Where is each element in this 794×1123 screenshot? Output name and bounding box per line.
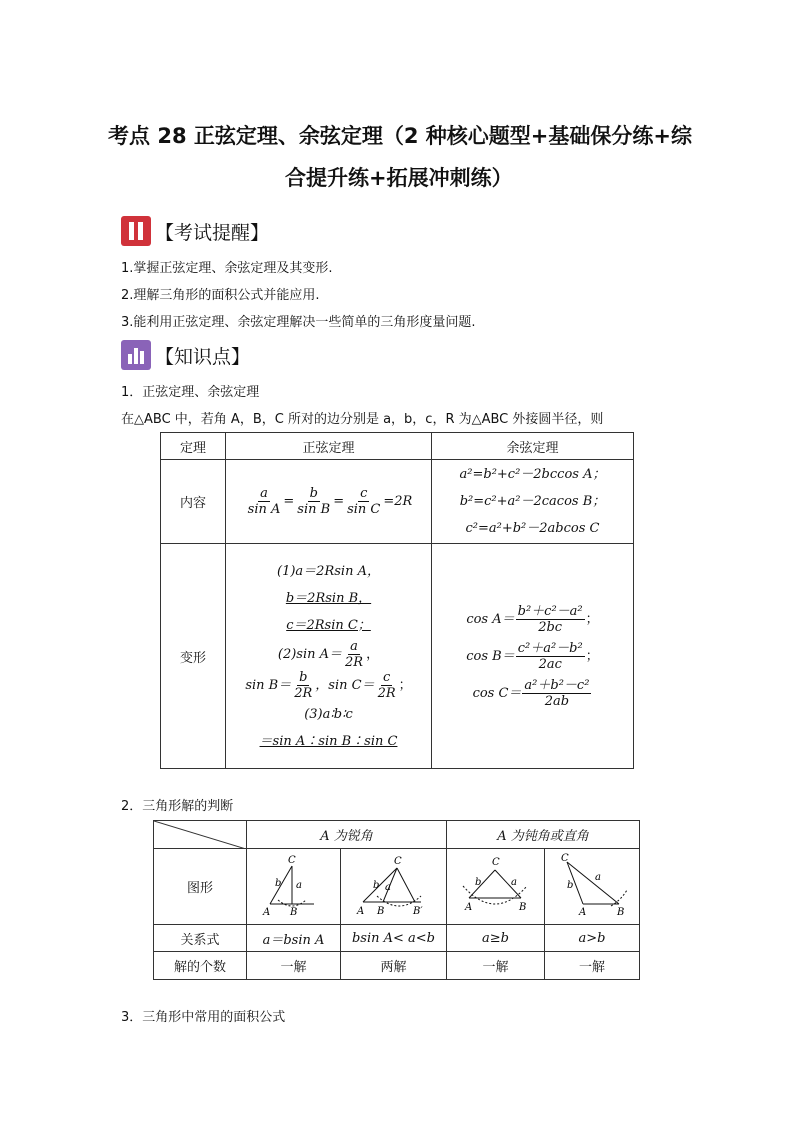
- count-cell: 一解: [545, 952, 640, 980]
- count-cell: 两解: [341, 952, 447, 980]
- svg-text:C: C: [287, 854, 296, 866]
- figure-cell: [545, 849, 640, 925]
- count-cell: 一解: [447, 952, 545, 980]
- row-label: 变形: [161, 544, 226, 769]
- cos-content: a²=b²+c²－2bccos A； b²=c²+a²－2cacos B； c²=a²+b²－2abcos C: [432, 460, 634, 544]
- figure-cell: [341, 849, 447, 925]
- col-header: 正弦定理: [226, 433, 432, 460]
- svg-text:b: b: [474, 876, 481, 888]
- svg-text:a: a: [595, 871, 601, 883]
- relation-cell: a＝bsin A: [247, 925, 341, 952]
- col-header: 余弦定理: [432, 433, 634, 460]
- row-label: 关系式: [154, 925, 247, 952]
- svg-text:B: B: [376, 905, 384, 917]
- heading-area-formulas: 3．三角形中常用的面积公式: [121, 1010, 286, 1025]
- section-exam-reminder: [121, 216, 269, 246]
- header-obtuse: A 为钝角或直角: [447, 821, 640, 849]
- header-acute: A 为锐角: [247, 821, 447, 849]
- diagonal-cell: [154, 821, 247, 849]
- triangle-figure-4: [547, 852, 637, 918]
- title-line1: 考点 28 正弦定理、余弦定理（2 种核心题型+基础保分练+综: [108, 124, 692, 148]
- svg-text:b: b: [372, 879, 379, 891]
- section-label: 【知识点】: [155, 345, 251, 368]
- svg-text:a: a: [384, 881, 391, 893]
- relation-cell: bsin A< a<b: [341, 925, 447, 952]
- svg-text:C: C: [561, 852, 569, 864]
- svg-text:C: C: [393, 855, 402, 867]
- svg-text:b: b: [274, 877, 281, 889]
- sine-variants: (1)a＝2Rsin A， b＝2Rsin B， c＝2Rsin C； (2)sin A＝ $\frac{a}{2R}$ ， sin B＝ $\frac{b}{2R}$ ，sin C＝ $\frac{c}{2R}$ ； (3)a∶b∶c ＝sin A∶sin B∶sin C: [226, 544, 432, 769]
- sine-content: $\frac{a}{\text{sin A}}$ = $\frac{b}{\text{sin B}}$ = $\frac{c}{\text{sin C}}$ =2R: [226, 460, 432, 544]
- reminder-item: 2.理解三角形的面积公式并能应用.: [121, 288, 320, 303]
- svg-text:a: a: [510, 876, 517, 888]
- intro-text: 在△ABC 中，若角 A，B，C 所对的边分别是 a，b，c，R 为△ABC 外接圆半径，则: [121, 412, 604, 427]
- title-line2: 合提升练+拓展冲刺练）: [285, 166, 513, 190]
- svg-text:b: b: [567, 879, 574, 891]
- figure-cell: [447, 849, 545, 925]
- triangle-figure-3: [451, 852, 541, 918]
- triangle-figure-2: [349, 852, 439, 918]
- count-cell: 一解: [247, 952, 341, 980]
- reminder-item: 1.掌握正弦定理、余弦定理及其变形.: [121, 261, 333, 276]
- svg-text:B′: B′: [412, 905, 423, 917]
- bar-chart-icon: [121, 340, 151, 370]
- heading-triangle-solutions: 2．三角形解的判断: [121, 799, 234, 814]
- figure-cell: [247, 849, 341, 925]
- section-knowledge: [121, 340, 250, 370]
- relation-cell: a≥b: [447, 925, 545, 952]
- section-label: 【考试提醒】: [155, 221, 270, 244]
- theorem-table: [160, 432, 634, 769]
- svg-text:B: B: [617, 906, 625, 918]
- svg-text:B: B: [518, 901, 526, 913]
- svg-text:a: a: [295, 879, 302, 891]
- svg-text:A: A: [356, 905, 364, 917]
- cos-variants: cos A＝ $\frac{\text{b²＋c²－a²}}{2bc}$ ； cos B＝ $\frac{\text{c²＋a²－b²}}{2ac}$ ； cos C＝ $\frac{\text{a²＋b²－c²}}{2ab}$: [432, 544, 634, 769]
- col-header: 定理: [161, 433, 226, 460]
- heading-sine-cosine: 1．正弦定理、余弦定理: [121, 385, 260, 400]
- svg-text:A: A: [579, 906, 587, 918]
- reminder-item: 3.能利用正弦定理、余弦定理解决一些简单的三角形度量问题.: [121, 315, 476, 330]
- solution-table: [153, 820, 640, 980]
- row-label: 内容: [161, 460, 226, 544]
- svg-text:B: B: [289, 906, 297, 918]
- svg-text:A: A: [464, 901, 472, 913]
- relation-cell: a>b: [545, 925, 640, 952]
- pause-icon: [121, 216, 151, 246]
- svg-text:A: A: [262, 906, 270, 918]
- triangle-figure-1: [254, 852, 334, 918]
- row-label: 解的个数: [154, 952, 247, 980]
- svg-text:C: C: [491, 856, 500, 868]
- row-label: 图形: [154, 849, 247, 925]
